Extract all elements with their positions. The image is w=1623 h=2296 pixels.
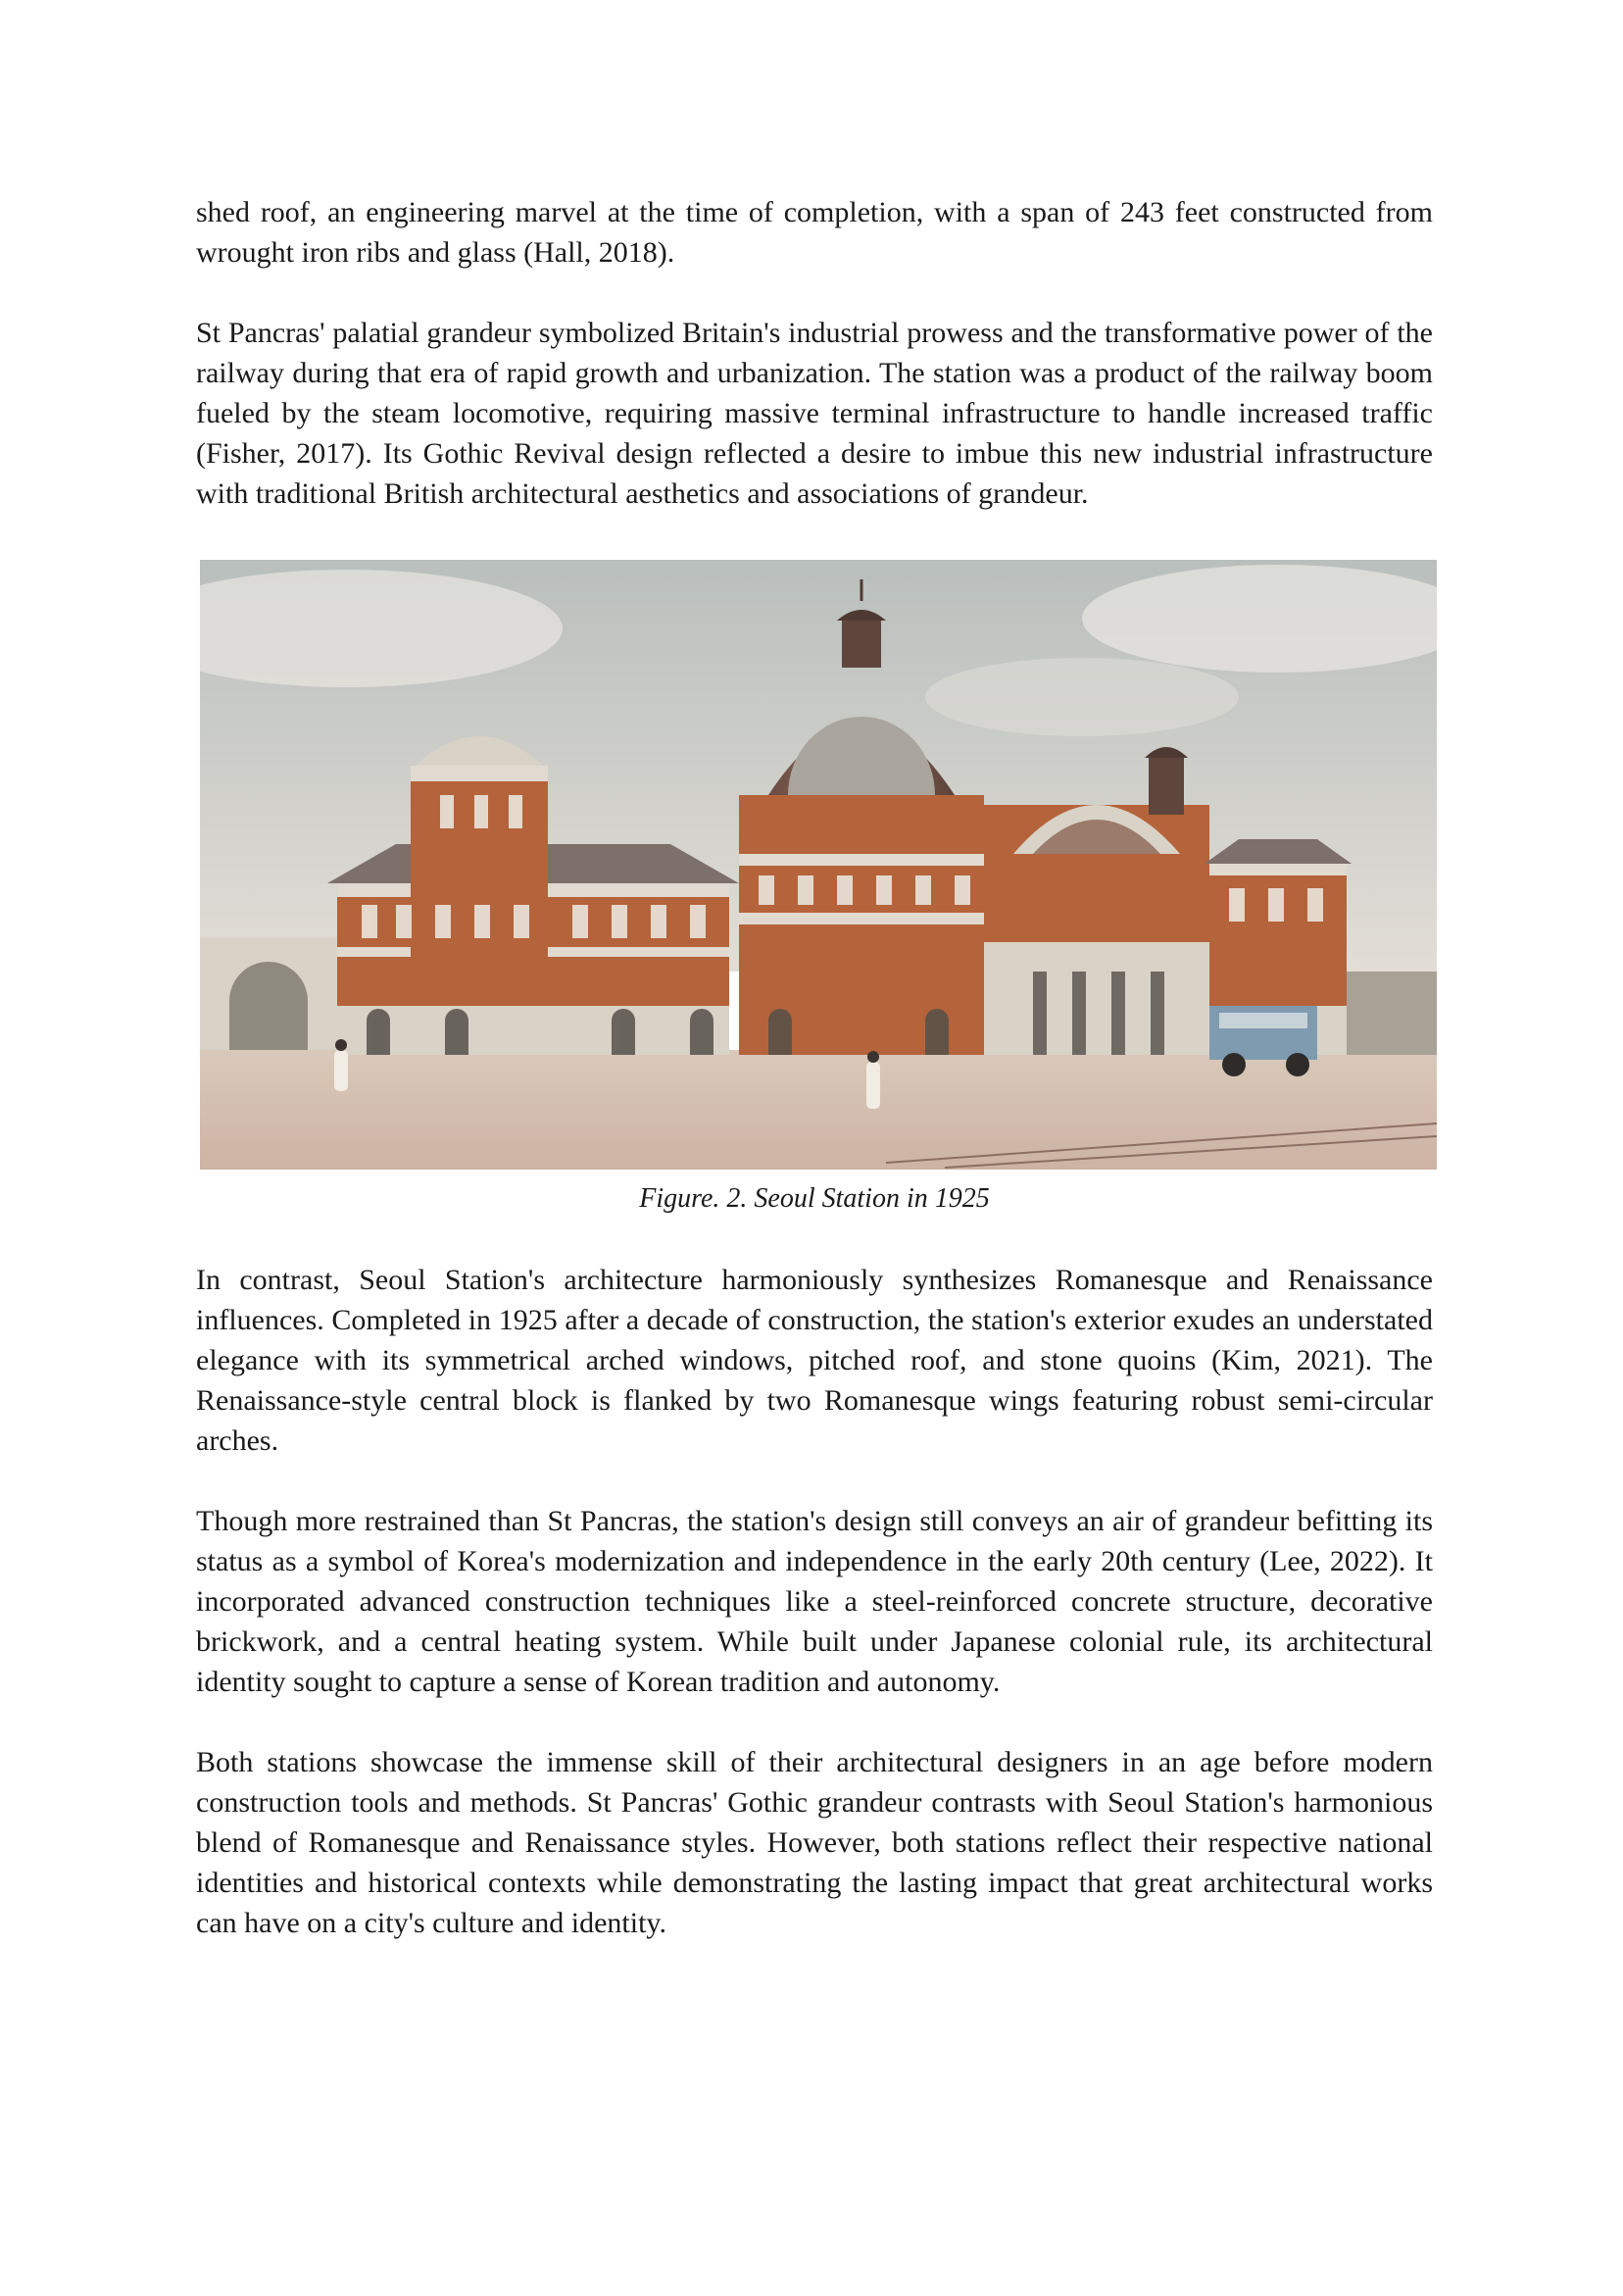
paragraph-st-pancras: St Pancras' palatial grandeur symbolized Britain's industrial prowess and the transformative power of the railway during that era of rapid growth and urbanization. The station was a product of the railway boom fueled by the steam locomotive, requiring massive terminal infrastructure to handle increased traffic (Fisher, 2017). Its Gothic Revival design reflected a desire to imbue this new industrial infrastructure with traditional British architectural aesthetics and associations of grandeur. bbox=[196, 317, 1433, 510]
paragraph-shed-roof: shed roof, an engineering marvel at the time of completion, with a span of 243 feet constructed from wrought iron ribs and glass (Hall, 2018). bbox=[196, 196, 1433, 269]
figure-caption: Figure. 2. Seoul Station in 1925 bbox=[639, 1183, 990, 1214]
paragraph-seoul-contrast: In contrast, Seoul Station's architecture harmoniously synthesizes Romanesque and Renaissance influences. Completed in 1925 after a decade of construction, the station's exterior exudes an understated elegance with its symmetrical arched windows, pitched roof, and stone quoins (Kim, 2021). The Renaissance-style central block is flanked by two Romanesque wings featuring robust semi-circular arches. bbox=[196, 1264, 1433, 1457]
figure-seoul-station-image bbox=[200, 560, 1437, 1170]
paragraph-both-stations: Both stations showcase the immense skill of their architectural designers in an age before modern construction tools and methods. St Pancras' Gothic grandeur contrasts with Seoul Station's harmonious blend of Romanesque and Renaissance styles. However, both stations reflect their respective national identities and historical contexts while demonstrating the lasting impact that great architectural works can have on a city's culture and identity. bbox=[196, 1746, 1433, 1939]
document-page bbox=[196, 192, 1433, 1943]
plaza-ground bbox=[200, 1050, 1437, 1170]
paragraph-seoul-grandeur: Though more restrained than St Pancras, the station's design still conveys an air of grandeur befitting its status as a symbol of Korea's modernization and independence in the early 20th century (Lee, 2022). It incorporated advanced construction techniques like a steel-reinforced concrete structure, decorative brickwork, and a central heating system. While built under Japanese colonial rule, its architectural identity sought to capture a sense of Korean tradition and autonomy. bbox=[196, 1505, 1433, 1698]
